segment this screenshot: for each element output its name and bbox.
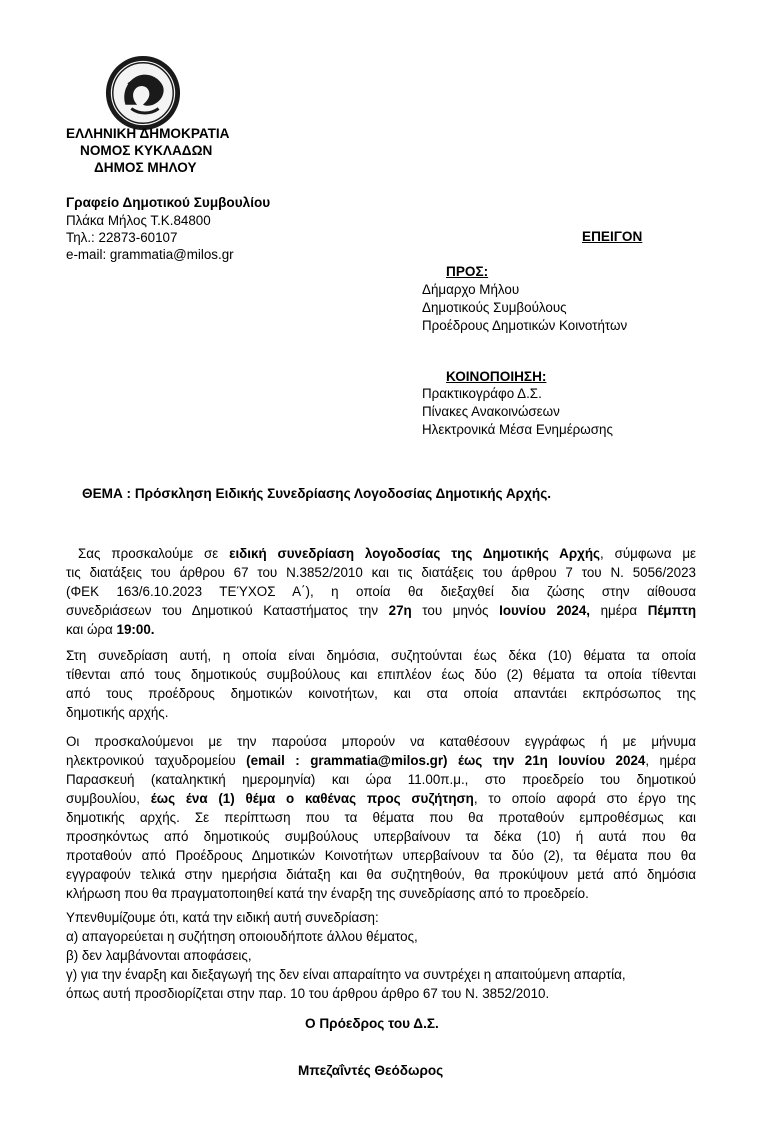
text-line: (ΦΕΚ 163/6.10.2023 ΤΕΎΧΟΣ Α΄), η οποία θα διεξαχθεί δια ζώσης στην αίθουσα: [66, 584, 696, 599]
text-line: εγγραφούν τελικά στην ημερήσια διάταξη και θα συζητηθούν, θα προκύψουν μετά από δημόσια: [66, 867, 696, 882]
cc-title: ΚΟΙΝΟΠΟΙΗΣΗ:: [446, 369, 547, 384]
office-address: Πλάκα Μήλος Τ.Κ.84800: [66, 213, 211, 228]
signature-name: Μπεζαΐντές Θεόδωρος: [298, 1063, 444, 1078]
signature-role: Ο Πρόεδρος του Δ.Σ.: [305, 1016, 439, 1031]
to-title: ΠΡΟΣ:: [446, 264, 489, 279]
text-line: όπως αυτή προσδιορίζεται στην παρ. 10 του άρθρου άρθρο 67 του Ν. 3852/2010.: [66, 986, 550, 1001]
text-line: προταθούν από Προέδρους Δημοτικών Κοινοτήτων υπερβαίνουν τα δύο (2), τα θέματα που θα: [66, 848, 696, 863]
text-line: ηλεκτρονικού ταχυδρομείου (email : grammatia@milos.gr) έως την 21η Ιουνίου 2024, ημέρα: [66, 753, 696, 768]
subject-line: ΘΕΜΑ : Πρόσκληση Ειδικής Συνεδρίασης Λογοδοσίας Δημοτικής Αρχής.: [82, 486, 552, 501]
text-line: συμβουλίου, έως ένα (1) θέμα ο καθένας προς συζήτηση, το οποίο αφορά στο έργο της: [66, 791, 696, 806]
text-line: Υπενθυμίζουμε ότι, κατά την ειδική αυτή συνεδρίαση:: [66, 910, 379, 925]
to-item: Προέδρους Δημοτικών Κοινοτήτων: [422, 318, 628, 333]
text-line: κλήρωση που θα πραγματοποιηθεί κατά την έναρξη της συνεδρίασης από το προεδρείο.: [66, 886, 589, 901]
cc-item: Πίνακες Ανακοινώσεων: [422, 404, 560, 419]
paragraph-session-info: [66, 646, 696, 722]
text-line: α) απαγορεύεται η συζήτηση οποιουδήποτε άλλου θέματος,: [66, 929, 418, 944]
text-line: τίθενται από τους δημοτικούς συμβούλους και επιπλέον έως δύο (2) θέματα τα οποία τίθενται: [66, 667, 696, 682]
text-line: δημοτικής αρχής.: [66, 705, 169, 720]
paragraph-reminder: [66, 908, 696, 1003]
text-line: Παρασκευή (καταληκτική ημερομηνία) και ώρα 11.00π.μ., στο προεδρείο του δημοτικού: [66, 772, 696, 787]
text-line: και ώρα 19:00.: [66, 622, 155, 637]
office-name: Γραφείο Δημοτικού Συμβουλίου: [66, 195, 271, 210]
urgent-label: ΕΠΕΙΓΟΝ: [582, 229, 643, 244]
to-item: Δημοτικούς Συμβούλους: [422, 300, 567, 315]
text-line: συνεδριάσεων του Δημοτικού Καταστήματος την 27η του μηνός Ιουνίου 2024, ημέρα Πέμπτη: [66, 603, 696, 618]
office-email: e-mail: grammatia@milos.gr: [66, 247, 234, 262]
cc-item: Ηλεκτρονικά Μέσα Ενημέρωσης: [422, 422, 613, 437]
paragraph-invitation: [66, 544, 696, 639]
office-phone: Τηλ.: 22873-60107: [66, 230, 178, 245]
text-line: τις διατάξεις του άρθρου 67 του Ν.3852/2010 και τις διατάξεις του άρθρου 7 του Ν. 5056/2023: [66, 565, 696, 580]
text-line: προσηκόντως από δημοτικούς συμβούλους υπερβαίνουν τα δέκα (10) ή αυτά που θα: [66, 829, 696, 844]
header-prefecture: ΝΟΜΟΣ ΚΥΚΛΑΔΩΝ: [80, 143, 213, 158]
text-line: Οι προσκαλούμενοι με την παρούσα μπορούν να καταθέσουν εγγράφως ή με μήνυμα: [66, 734, 696, 749]
text-line: δημοτικής αρχής. Σε περίπτωση που τα θέματα που θα προταθούν εμπροθέσμως και: [66, 810, 696, 825]
text-line: γ) για την έναρξη και διεξαγωγή της δεν είναι απαραίτητο να συντρέχει η απαιτούμενη απαρτία,: [66, 967, 626, 982]
to-item: Δήμαρχο Μήλου: [422, 282, 520, 297]
text-line: Σας προσκαλούμε σε ειδική συνεδρίαση λογοδοσίας της Δημοτικής Αρχής, σύμφωνα με: [78, 546, 697, 561]
text-line: από τους προέδρους δημοτικών κοινοτήτων, και στα οποία απαντάει εκπρόσωπος της: [66, 686, 696, 701]
header-municipality: ΔΗΜΟΣ ΜΗΛΟΥ: [94, 160, 197, 175]
header-country: ΕΛΛΗΝΙΚΗ ΔΗΜΟΚΡΑΤΙΑ: [66, 126, 230, 141]
text-line: β) δεν λαμβάνονται αποφάσεις,: [66, 948, 252, 963]
cc-item: Πρακτικογράφο Δ.Σ.: [422, 386, 542, 401]
paragraph-submission: [66, 732, 696, 903]
municipal-seal-icon: [104, 54, 182, 132]
text-line: Στη συνεδρίαση αυτή, η οποία είναι δημόσια, συζητούνται έως δέκα (10) θέματα τα οποία: [66, 648, 696, 663]
